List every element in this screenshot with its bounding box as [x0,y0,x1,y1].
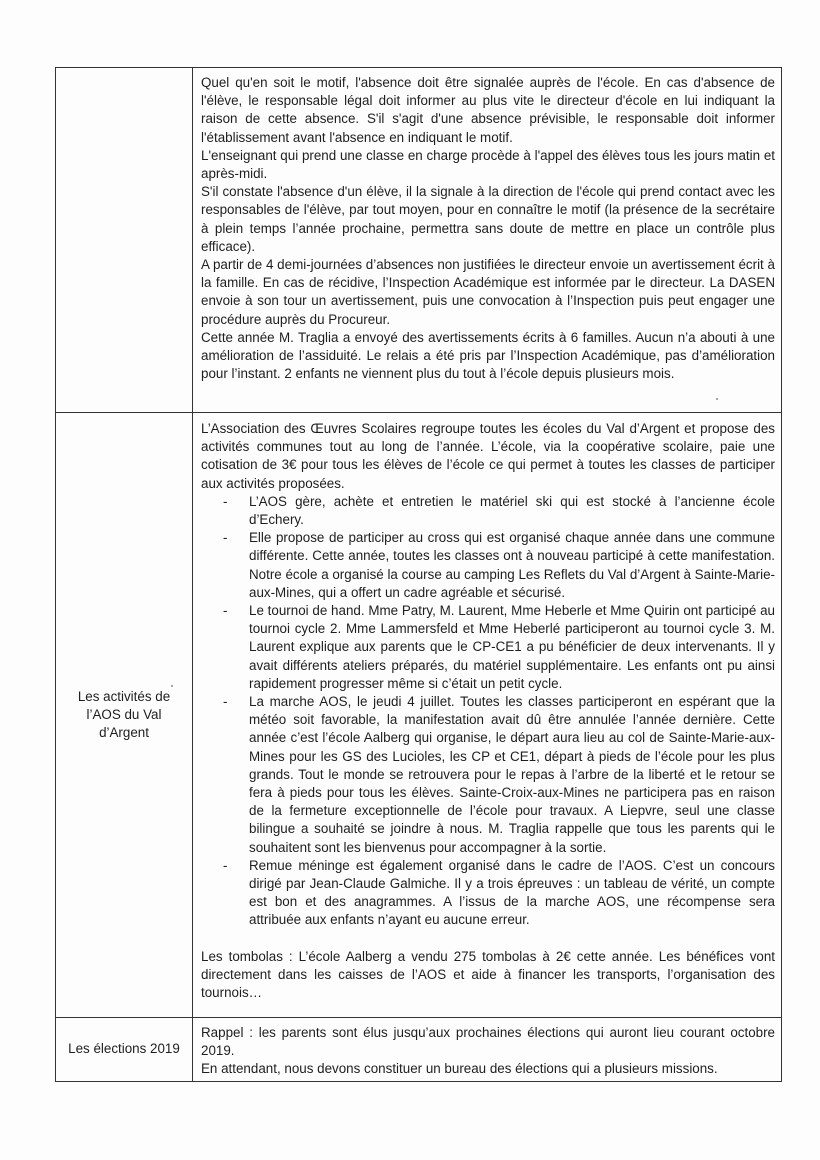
table-row-aos [56,413,782,1018]
row-label: Les activités de l’AOS du Val d’Argent [77,689,171,740]
paragraph: Cette année M. Traglia a envoyé des avertissements écrits à 6 familles. Aucun n’a abouti à une amélioration de l’assiduité. Le relais a été pris par l’Inspection Académique, pas d’amélioration pour l’instant. 2 enfants ne viennent plus du tout à l’école depuis plusieurs mois. [201,329,775,382]
scan-speck [171,685,173,687]
list-item [201,693,775,857]
scan-speck [716,398,718,400]
table-row-elections [56,1018,782,1082]
row-label: Les élections 2019 [68,1041,180,1057]
row-content-cell [193,1018,782,1082]
minutes-table [55,67,782,1082]
blank-line [201,930,775,948]
aos-text [193,413,781,1004]
paragraph: Quel qu'en soit le motif, l'absence doit être signalée auprès de l'école. En cas d'absence de l'élève, le responsable légal doit informer au plus vite le directeur d'école en lui indiquant la raison de cette absence. S'il s'agit d'une absence prévisible, le responsable doit informer l'établissement avant l'absence en indiquant le motif. [201,75,775,145]
intro-paragraph: L’Association des Œuvres Scolaires regroupe toutes les écoles du Val d’Argent et propose des activités communes tout au long de l’année. L’école, via la coopérative scolaire, paie une cotisation de 3€ pour tous les élèves de l’école ce qui permet à toutes les classes de participer aux activités proposées. [201,421,775,491]
list-item-text: Elle propose de participer au cross qui est organisé chaque année dans une commune différente. Cette année, toutes les classes ont à nouveau participé à cette manifestation. Notre école a organisé la course au camping Les Reflets du Val d’Argent à Sainte-Marie-aux-Mines, qui a offert un cadre agréable et sécurisé. [249,530,775,600]
list-item [201,602,775,693]
row-label-cell [56,413,193,1018]
list-item [201,529,775,602]
bullet-dash: - [223,493,228,509]
list-item-text: La marche AOS, le jeudi 4 juillet. Toutes les classes participeront en espérant que la météo soit favorable, la manifestation avait dû être annulée l’année dernière. Cette année c’est l’école Aalberg qui organise, le départ aura lieu au col de Sainte-Marie-aux-Mines pour les GS des Lucioles, les CP et CE1, départ à pieds de l’école pour les plus grands. Tout le monde se retrouvera pour le repas à l’arbre de la liberté et le retour se fera à pieds pour tous les élèves. Sainte-Croix-aux-Mines ne participera pas en raison de la fermeture exceptionnelle de l’école pour travaux. A Liepvre, seul une classe bilingue a souhaité se joindre à nous. M. Traglia rappelle que tous les parents qui le souhaitent sont les bienvenus pour accompagner à la sortie. [249,694,775,855]
row-content-cell [193,413,782,1018]
list-item [201,493,775,529]
row-label-cell [56,1018,193,1082]
list-item-text: L’AOS gère, achète et entretien le matériel ski qui est stocké à l’ancienne école d’Echery. [249,493,775,528]
table-row-absences [56,68,782,413]
bullet-dash: - [223,603,228,619]
row-label-cell [56,68,193,413]
paragraph: L'enseignant qui prend une classe en charge procède à l'appel des élèves tous les jours matin et après-midi. [201,147,775,182]
list-item-text: Le tournoi de hand. Mme Patry, M. Laurent, Mme Heberle et Mme Quirin ont participé au tournoi cycle 2. Mme Lammersfeld et Mme Heberlé participeront au tournoi cycle 3. M. Laurent explique aux parents que le CP-CE1 a pu bénéficier de deux intervenants. Il y avait différents ateliers préparés, du matériel supplémentaire. Les enfants ont pu ainsi rapidement progresser même si c’était un petit cycle. [249,603,775,691]
bullet-dash: - [223,857,228,873]
activities-list [201,493,775,930]
paragraph: En attendant, nous devons constituer un bureau des élections qui a plusieurs missions. [201,1061,718,1077]
list-item-text: Remue méninge est également organisé dans le cadre de l’AOS. C’est un concours dirigé par Jean-Claude Galmiche. Il y a trois épreuves : un tableau de vérité, un compte est bon et des anagrammes. A l’issus de la marche AOS, une récompense sera attribuée aux enfants n’ayant eu aucune erreur. [249,857,775,928]
paragraph: Rappel : les parents sont élus jusqu’aux prochaines élections qui auront lieu courant octobre 2019. [201,1025,775,1059]
list-item [201,857,775,930]
paragraph: A partir de 4 demi-journées d’absences non justifiées le directeur envoie un avertissement écrit à la famille. En cas de récidive, l’Inspection Académique est informée par le directeur. La DASEN envoie à son tour un avertissement, puis une convocation à l’Inspection puis peut engager une procédure auprès du Procureur. [201,257,775,327]
bullet-dash: - [223,694,228,710]
bullet-dash: - [223,530,228,546]
tombolas-paragraph: Les tombolas : L’école Aalberg a vendu 275 tombolas à 2€ cette année. Les bénéfices vont directement dans les caisses de l’AOS et aide à financer les transports, l’organisation des tournois… [201,948,775,1001]
elections-text [193,1018,781,1081]
row-content-cell [193,68,782,413]
absences-text [193,68,781,385]
paragraph: S'il constate l'absence d'un élève, il la signale à la direction de l'école qui prend contact avec les responsables de l'élève, par tout moyen, pour en connaître le motif (la présence de la secrétaire à plein temps l’année prochaine, permettra sans doute de mettre en place un contrôle plus efficace). [201,184,775,254]
